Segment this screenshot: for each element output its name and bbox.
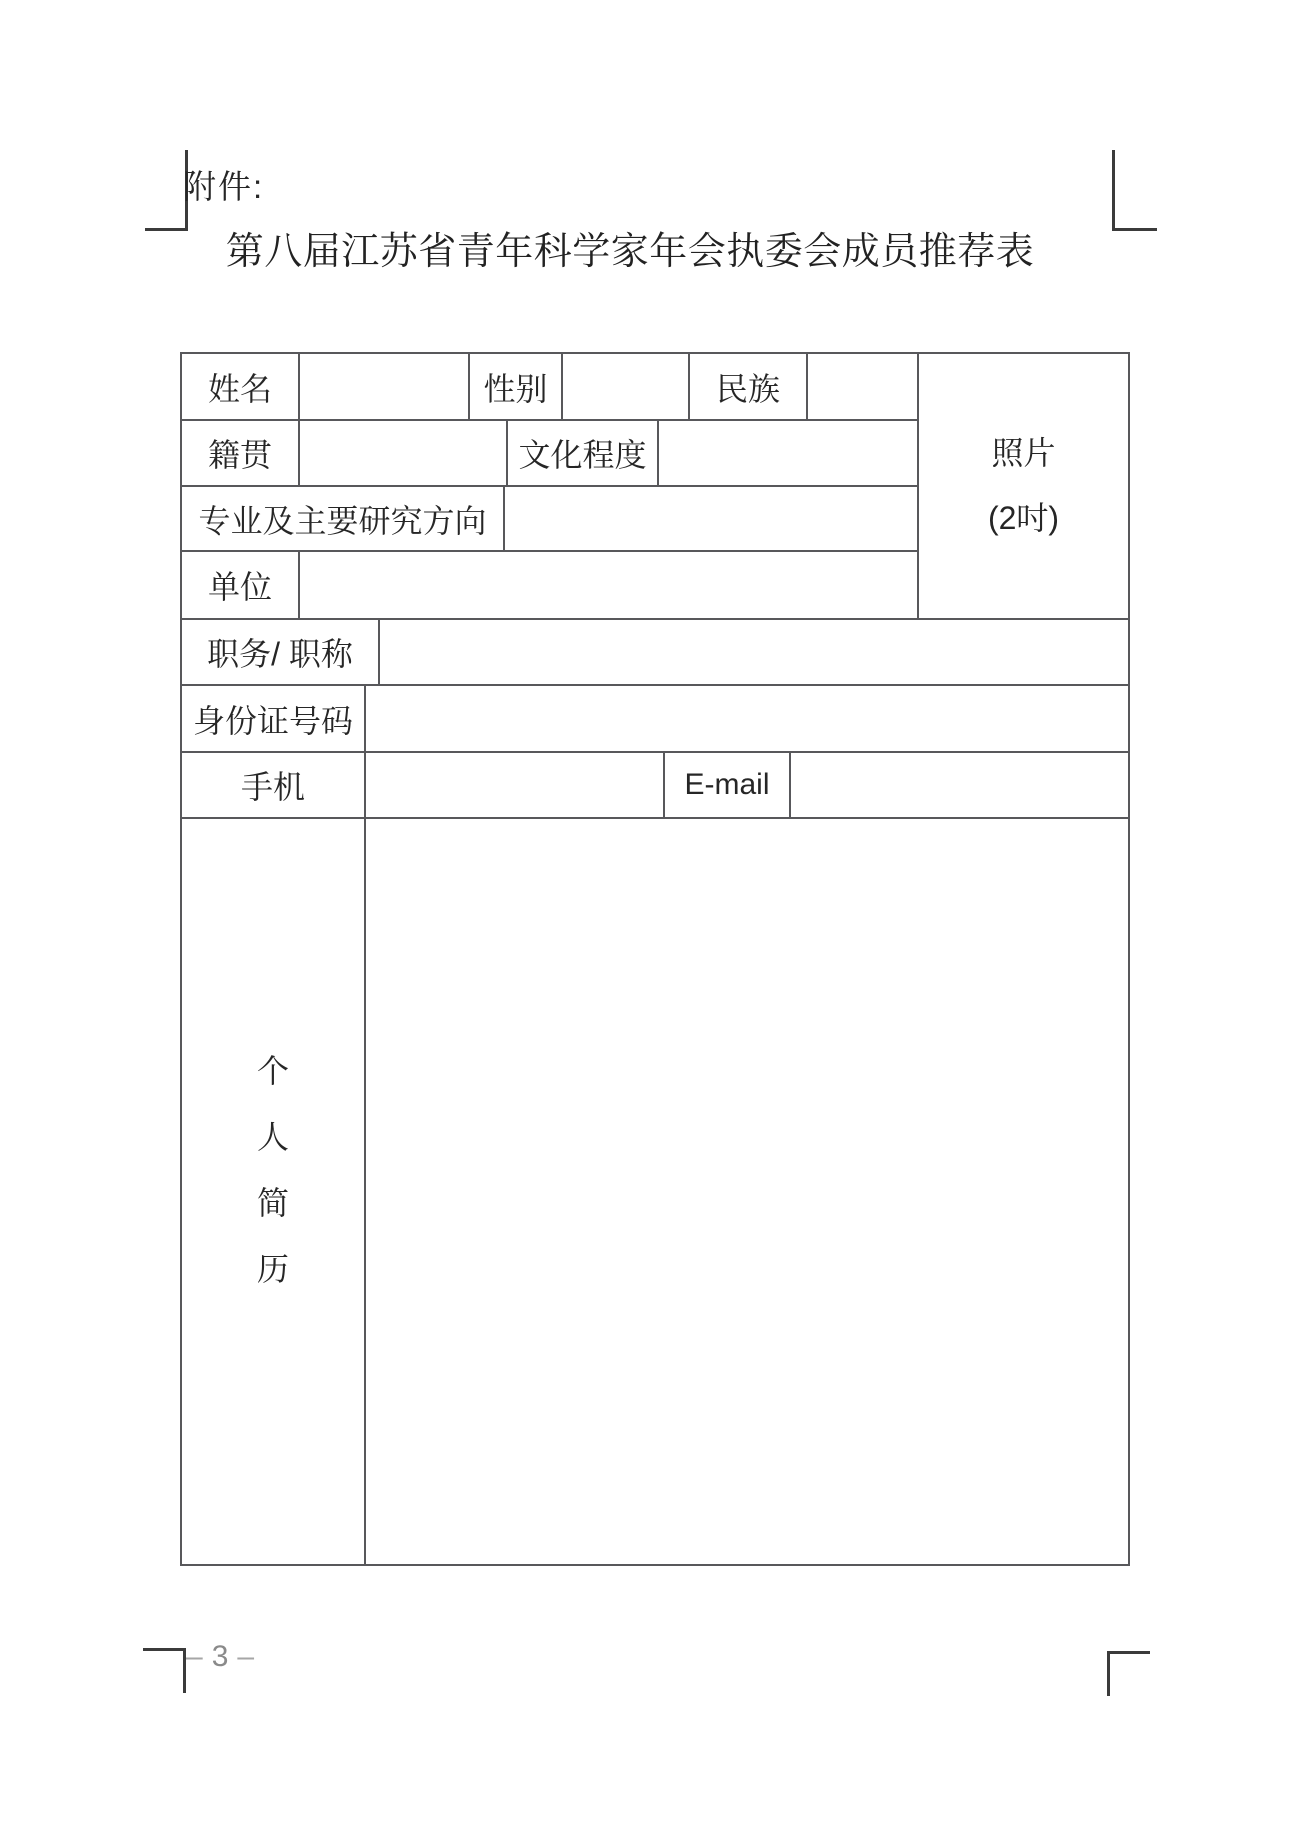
native-place-field[interactable] [300, 421, 508, 487]
education-field[interactable] [659, 421, 919, 487]
page-title: 第八届江苏省青年科学家年会执委会成员推荐表 [225, 231, 1035, 273]
work-unit-field[interactable] [300, 552, 919, 620]
gender-field[interactable] [563, 354, 690, 421]
footer-dash-right: – [237, 1640, 255, 1673]
major-research-label: 专业及主要研究方向 [182, 487, 505, 552]
ethnicity-field[interactable] [808, 354, 919, 421]
footer-dash-left: – [186, 1640, 203, 1673]
crop-mark-bottom-right-icon [1107, 1651, 1150, 1696]
work-unit-label: 单位 [182, 552, 300, 620]
attachment-label: 附件: [183, 168, 265, 205]
page-number: 3 [211, 1640, 229, 1673]
email-label: E-mail [665, 753, 791, 819]
resume-char-2: 人 [256, 1118, 289, 1155]
resume-char-1: 个 [256, 1052, 289, 1089]
resume-char-3: 简 [256, 1184, 289, 1221]
resume-label [182, 819, 366, 1564]
name-label: 姓名 [182, 354, 300, 421]
photo-label-line1: 照片 [991, 435, 1056, 471]
native-place-label: 籍贯 [182, 421, 300, 487]
position-title-field[interactable] [380, 620, 1128, 686]
education-label: 文化程度 [508, 421, 659, 487]
mobile-field[interactable] [366, 753, 665, 819]
position-title-label: 职务/ 职称 [182, 620, 380, 686]
resume-field[interactable] [366, 819, 1128, 1564]
id-number-label: 身份证号码 [182, 686, 366, 753]
recommendation-form-table [180, 352, 1130, 1566]
id-number-field[interactable] [366, 686, 1128, 753]
photo-label-line2: (2吋) [987, 500, 1060, 536]
ethnicity-label: 民族 [690, 354, 808, 421]
crop-mark-top-right-icon [1112, 150, 1157, 231]
crop-mark-top-left-icon [145, 150, 188, 231]
name-field[interactable] [300, 354, 470, 421]
major-research-field[interactable] [505, 487, 919, 552]
email-field[interactable] [791, 753, 1128, 819]
crop-mark-bottom-left-icon [143, 1648, 186, 1693]
mobile-label: 手机 [182, 753, 366, 819]
photo-cell [919, 354, 1128, 620]
gender-label: 性别 [470, 354, 563, 421]
resume-char-4: 历 [256, 1250, 289, 1287]
resume-label-vertical-text [257, 1038, 289, 1302]
page-footer [186, 1639, 254, 1675]
